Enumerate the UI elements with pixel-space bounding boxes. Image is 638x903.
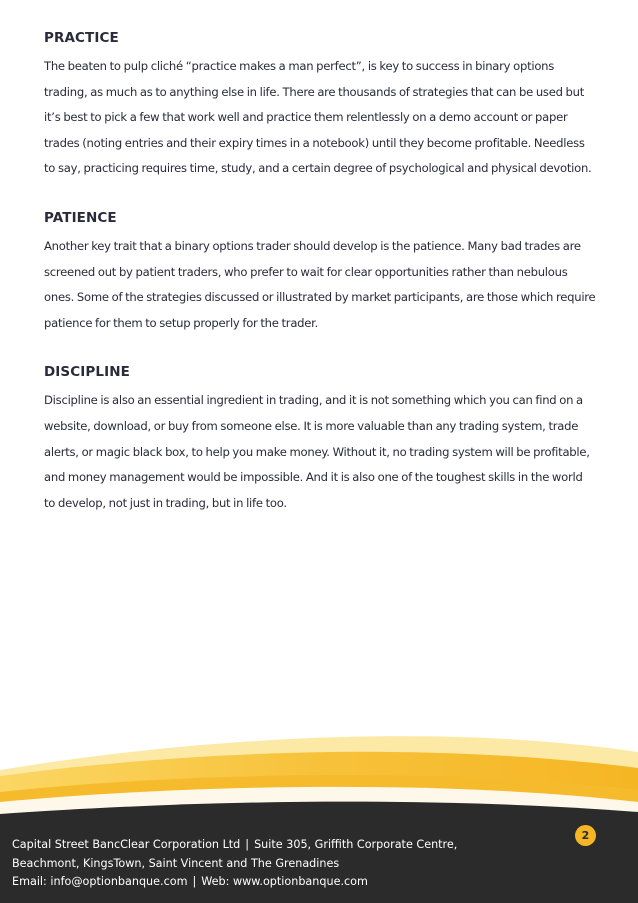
section-heading: PATIENCE <box>44 209 117 226</box>
page-number-badge: 2 <box>575 825 596 846</box>
section-body: Discipline is also an essential ingredient in trading, and it is not something which you can find on a website, download, or buy from someone else. It is more valuable than any trading system, trade alerts, or magic black box, to help you make money. Without it, no trading system will be profitable, and money management would be impossible. And it is also one of the toughest skills in the world to develop, not just in trading, but in life too. <box>44 393 590 510</box>
section-heading: PRACTICE <box>44 30 119 46</box>
footer-company: Capital Street BancClear Corporation Ltd <box>12 838 241 851</box>
footer-contact <box>12 836 457 892</box>
footer-email: Email: info@optionbanque.com <box>12 875 188 888</box>
section-patience <box>44 208 596 336</box>
footer-line-1 <box>12 836 457 855</box>
section-practice <box>44 28 596 182</box>
footer-separator: | <box>245 838 250 851</box>
footer-line-3 <box>12 873 457 892</box>
section-discipline <box>44 362 596 516</box>
footer-separator: | <box>192 875 197 888</box>
page-content <box>44 28 596 542</box>
section-body: The beaten to pulp cliché “practice makes a man perfect”, is key to success in binary options trading, as much as to anything else in life. There are thousands of strategies that can be used but it’s best to pick a few that work well and practice them relentlessly on a demo account or paper trades (noting entries and their expiry times in a notebook) until they become profitable. Needless to say, practicing requires time, study, and a certain degree of psychological and physical devotion. <box>44 59 592 176</box>
footer-line-2: Beachmont, KingsTown, Saint Vincent and The Grenadines <box>12 856 340 870</box>
section-heading: DISCIPLINE <box>44 364 130 381</box>
section-body: Another key trait that a binary options trader should develop is the patience. Many bad trades are screened out by patient traders, who prefer to wait for clear opportunities rather than nebulous ones. Some of the strategies discussed or illustrated by market participants, are those which require patience for them to setup properly for the trader. <box>44 238 596 330</box>
footer-web: Web: www.optionbanque.com <box>201 875 368 888</box>
footer-suite: Suite 305, Griffith Corporate Centre, <box>254 838 458 851</box>
